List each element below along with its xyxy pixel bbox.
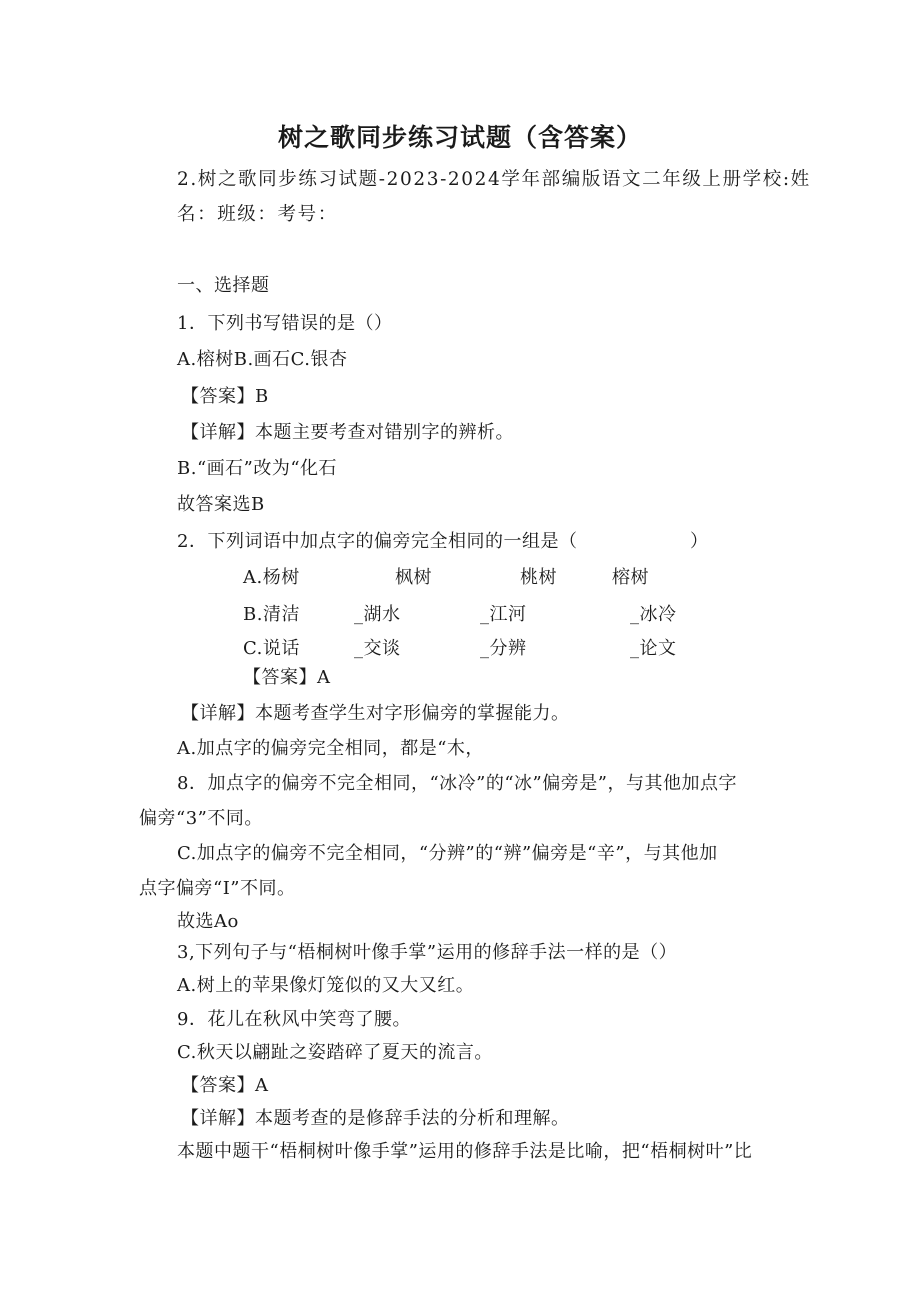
q2-row-a-4: 榕树 — [612, 567, 649, 588]
q2-stem-close: ） — [690, 531, 709, 552]
subtitle-line-1: 2.树之歌同步练习试题-2023-2024学年部编版语文二年级上册学校:姓 — [177, 169, 811, 190]
q2-row-b-4: _冰冷 — [630, 604, 677, 625]
q2-conclusion: 故选Ao — [177, 911, 239, 932]
q1-correction: B.“画石”改为“化石 — [177, 458, 338, 479]
q2-row-a-2: 枫树 — [395, 567, 432, 588]
q2-analysis-8-line1: 8．加点字的偏旁不完全相同，“冰冷”的“冰”偏旁是”，与其他加点字 — [177, 773, 737, 794]
q3-option-9: 9．花儿在秋风中笑弯了腰。 — [177, 1009, 411, 1030]
q2-row-c-3: _分辨 — [480, 638, 527, 659]
q3-stem: 3,下列句子与“梧桐树叶像手掌”运用的修辞手法一样的是（） — [177, 942, 678, 963]
q2-analysis-a: A.加点字的偏旁完全相同，都是“木， — [177, 738, 484, 759]
section-heading: 一、选择题 — [177, 275, 270, 296]
q2-analysis-c-line1: C.加点字的偏旁不完全相同，“分辨”的“辨”偏旁是“辛”，与其他加 — [177, 843, 718, 864]
q1-stem: 1．下列书写错误的是（） — [177, 313, 393, 334]
q2-row-c-2: _交谈 — [354, 638, 401, 659]
q2-row-c-1: C.说话 — [243, 638, 300, 659]
q1-conclusion: 故答案选B — [177, 494, 265, 515]
q1-answer: 【答案】B — [181, 386, 269, 407]
q3-explanation: 【详解】本题考查的是修辞手法的分析和理解。 — [181, 1108, 570, 1129]
q2-analysis-8-line2: 偏旁“3”不同。 — [139, 808, 263, 829]
q2-row-a-1: A.杨树 — [243, 567, 300, 588]
document-title: 树之歌同步练习试题（含答案） — [277, 123, 642, 152]
q2-analysis-c-line2: 点字偏旁“I”不同。 — [139, 878, 296, 899]
q3-answer: 【答案】A — [181, 1075, 269, 1096]
q2-stem: 2．下列词语中加点字的偏旁完全相同的一组是（ — [177, 531, 578, 552]
q2-explanation: 【详解】本题考查学生对字形偏旁的掌握能力。 — [181, 703, 570, 724]
q2-row-b-2: _湖水 — [354, 604, 401, 625]
q2-row-c-4: _论文 — [630, 638, 677, 659]
q2-row-a-3: 桃树 — [520, 567, 557, 588]
q1-explanation: 【详解】本题主要考查对错别字的辨析。 — [181, 422, 514, 443]
q3-analysis: 本题中题干“梧桐树叶像手掌”运用的修辞手法是比喻，把“梧桐树叶”比 — [177, 1141, 753, 1162]
q1-options: A.榕树B.画石C.银杏 — [177, 349, 348, 370]
q2-row-b-3: _江河 — [480, 604, 527, 625]
q3-option-c: C.秋天以翩趾之姿踏碎了夏天的流言。 — [177, 1042, 493, 1063]
q2-row-b-1: B.清洁 — [243, 604, 300, 625]
q3-option-a: A.树上的苹果像灯笼似的又大又红。 — [177, 975, 475, 996]
subtitle-line-2: 名：班级：考号： — [177, 204, 338, 225]
q2-answer: 【答案】A — [243, 667, 331, 688]
